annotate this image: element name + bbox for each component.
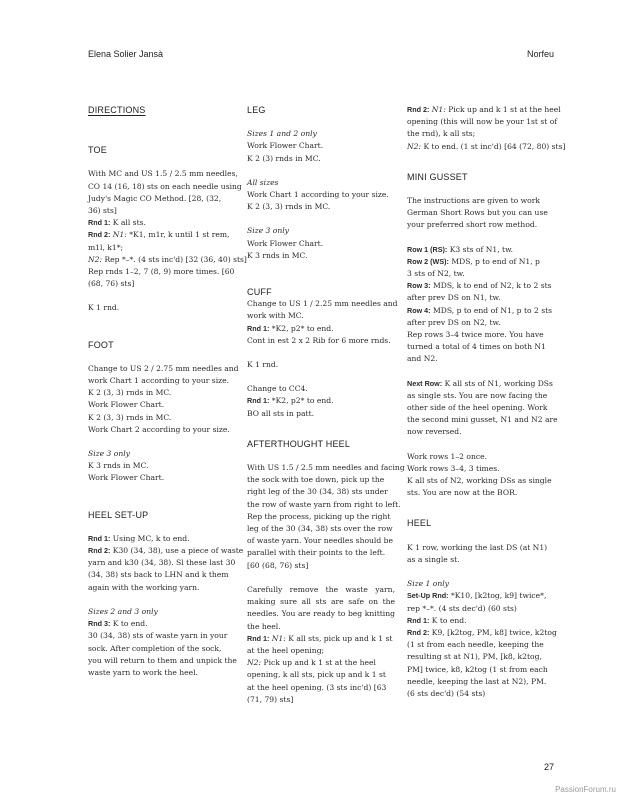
afterthought-n2 (247, 657, 395, 669)
heel-setup-instructions (88, 533, 244, 594)
row-text: K30 (34, 38), use a piece of waste (112, 546, 244, 556)
text-line: 36) sts] (88, 206, 117, 216)
text-line: Work rows 3–4, 3 times. (407, 463, 500, 473)
gusset-row-2 (407, 256, 557, 268)
text-line: The instructions are given to work (407, 196, 540, 206)
afterthought-pickup (247, 462, 405, 572)
watermark: PassionForum.ru (555, 785, 616, 794)
leg-size-3 (247, 225, 395, 262)
row-label: Rnd 1: (247, 396, 270, 406)
heel-setup-rnd-2 (88, 545, 244, 557)
foot-heading: FOOT (88, 339, 114, 350)
text-line: as single sts. You are now facing the (407, 390, 548, 400)
row-text: K9, [k2tog, PM, k8] twice, k2tog (431, 627, 557, 637)
text-line: at the heel opening; (247, 645, 325, 655)
needle-label: N1: (431, 105, 446, 114)
row-label: Rnd 1: (88, 533, 111, 543)
cuff-instructions (247, 298, 398, 347)
directions-heading: DIRECTIONS (88, 105, 146, 115)
text-line: Change to US 2 / 2.75 mm needles and (88, 363, 239, 373)
row-text: K to end. (1 st inc'd) [64 (72, 80) sts] (423, 141, 566, 151)
text-line: 3 sts of N2, tw. (407, 269, 465, 279)
cuff-rnd-1 (247, 323, 395, 335)
text-line: the heel. (247, 621, 281, 631)
text-line: PM] twice, k8, k2tog (1 st from each (407, 664, 548, 674)
column-2 (247, 104, 405, 718)
text-line: Work Flower Chart. (247, 141, 324, 151)
text-line: (1 st from each needle, keeping the (407, 640, 544, 650)
text-line: Carefully remove the waste yarn, (247, 584, 395, 594)
row-text: K to end. (112, 619, 148, 629)
row-text: *K10, [k2tog, k9] twice*, (450, 591, 547, 601)
mini-gusset-work (407, 451, 557, 500)
row-text: K to end. (431, 615, 467, 625)
needle-label: N1: (271, 633, 286, 643)
text-line: the rnd), k all sts; (407, 129, 476, 139)
text-line: BO all sts in patt. (247, 408, 315, 418)
row-label: Row 1 (RS): (407, 244, 448, 254)
text-line: K 1 rnd. (247, 360, 279, 370)
text-line: after prev DS on N1, tw. (407, 293, 501, 303)
heel-size-1 (407, 578, 557, 700)
mini-gusset-intro (407, 195, 557, 232)
text-line: of waste yarn. Your needles should be (247, 536, 393, 546)
size-note: All sizes (247, 177, 279, 187)
text-line: Work Flower Chart. (247, 238, 324, 248)
mini-gusset-next-row (407, 378, 557, 439)
text-line: waste yarn to work the heel. (88, 667, 198, 677)
row-text: MDS, p to end of N1, p (451, 256, 540, 266)
text-line: (6 sts dec'd) (54 sts) (407, 688, 486, 698)
text-line: With US 1.5 / 2.5 mm needles and facing (247, 463, 405, 473)
row-text: K all sts of N1, working DSs (444, 378, 553, 388)
text-line: and N2. (407, 354, 438, 364)
leg-heading: LEG (247, 105, 266, 115)
text-line: other side of the heel opening. Work (407, 403, 548, 413)
text-line: needle, keeping the last at N2), PM. (407, 676, 547, 686)
afterthought-rnd-1 (247, 633, 395, 645)
heel-rnd-2 (407, 104, 566, 153)
row-text: Rep *–*. (4 sts inc'd) [32 (36, 40) sts] (104, 254, 247, 264)
text-line: you will return to them and unpick the (88, 655, 237, 665)
leg-sizes-1-2 (247, 128, 395, 165)
toe-instructions (88, 168, 247, 290)
gusset-row-1 (407, 244, 557, 256)
heel-rnd-1 (407, 615, 557, 627)
text-line: sock. After completion of the sock, (88, 643, 222, 653)
text-line: turned a total of 4 times on both N1 (407, 342, 546, 352)
row-label: Rnd 2: (88, 230, 111, 240)
toe-rnd-2 (88, 229, 236, 241)
row-text: Pick up and k 1 st at the heel (263, 658, 376, 668)
text-line: Work Flower Chart. (88, 473, 165, 483)
text-line: (68, 76) sts] (88, 279, 135, 289)
column-1 (88, 104, 247, 691)
mini-gusset-rows (407, 244, 557, 366)
text-line: making sure all sts are safe on the (247, 597, 395, 607)
header-title: Norfeu (526, 49, 554, 59)
heel-setup-rnd-3 (88, 618, 236, 630)
row-label: Row 3: (407, 281, 431, 291)
text-line: your preferred short row method. (407, 220, 538, 230)
needle-label: N2: (88, 254, 103, 264)
text-line: K all sts of N2, working DSs as single (407, 476, 552, 486)
header-author: Elena Solier Jansà (88, 49, 164, 59)
rnd-2-line (407, 104, 561, 116)
row-label: Row 4: (407, 305, 431, 315)
gusset-next-row (407, 378, 557, 390)
text-line: Work Chart 2 according to your size. (88, 424, 230, 434)
size-note: Size 3 only (88, 449, 130, 459)
text-line: m1l, k1*; (88, 242, 124, 252)
text-line: K 2 (3, 3) rnds in MC. (247, 202, 331, 212)
mini-gusset-heading: MINI GUSSET (407, 171, 468, 182)
text-line: opening (this will now be your 1st st of (407, 117, 558, 127)
text-line: rep *–*. (4 sts dec'd) (60 sts) (407, 603, 517, 613)
text-line: now reversed. (407, 427, 462, 437)
heel-setup-heading: HEEL SET-UP (88, 509, 149, 520)
leg-all-sizes (247, 177, 395, 214)
text-line: German Short Rows but you can use (407, 208, 548, 218)
text-line: K 2 (3, 3) rnds in MC. (88, 388, 172, 398)
row-label: Rnd 1: (247, 633, 270, 643)
row-label: Rnd 2: (407, 627, 430, 637)
text-line: resulting st at N1), PM, [k8, k2tog, (407, 652, 542, 662)
text-line: work Chart 1 according to your size. (88, 376, 230, 386)
cuff-heading: CUFF (247, 287, 272, 298)
size-note: Sizes 1 and 2 only (247, 129, 317, 139)
cuff-knit-round (247, 359, 395, 371)
text-line: (71, 79) sts] (247, 694, 294, 704)
text-line: CO 14 (16, 18) sts on each needle using (88, 181, 242, 191)
rnd-2-n2 (407, 141, 566, 153)
row-label: Rnd 1: (247, 323, 270, 333)
gusset-row-3 (407, 280, 557, 292)
row-text: *K1, m1r, k until 1 st rem, (129, 230, 230, 240)
toe-heading: TOE (88, 145, 107, 156)
row-label: Row 2 (WS): (407, 256, 449, 266)
text-line: Work Chart 1 according to your size. (247, 190, 389, 200)
needle-label: N2: (247, 658, 262, 668)
heel-heading: HEEL (407, 518, 432, 529)
row-label: Rnd 2: (88, 546, 111, 556)
column-3 (407, 104, 566, 712)
gusset-row-4 (407, 305, 557, 317)
row-text: MDS, k to end of N2, k to 2 sts (432, 281, 552, 291)
text-line: opening, k all sts, pick up and k 1 st (247, 670, 386, 680)
heel-setup-sizes-2-3 (88, 606, 236, 679)
row-text: K all sts. (112, 218, 146, 228)
text-line: Rep the process, picking up the right (247, 511, 391, 521)
cuff-bind-off (247, 383, 395, 420)
row-label: Next Row: (407, 378, 443, 388)
row-text: Using MC, k to end. (112, 533, 190, 543)
row-label: Rnd 1: (407, 615, 430, 625)
row-label: Rnd 2: (407, 105, 430, 114)
needle-label: N1: (112, 230, 127, 240)
text-line: Judy's Magic CO Method. [28, (32, (88, 193, 222, 203)
foot-instructions (88, 363, 239, 436)
afterthought-heel-heading: AFTERTHOUGHT HEEL (247, 438, 351, 449)
size-note: Size 1 only (407, 579, 449, 589)
heel-rnd-2-size-1 (407, 627, 557, 639)
text-line: K 2 (3) rnds in MC. (247, 153, 321, 163)
text-line: the sock with toe down, pick up the (247, 475, 385, 485)
text-line: needles. You are ready to beg knitting (247, 609, 395, 619)
toe-n2 (88, 254, 247, 266)
text-line: work with MC. (247, 311, 304, 321)
text-line: leg of the 30 (34, 38) sts over the row (247, 524, 393, 534)
text-line: as a single st. (407, 554, 460, 564)
text-line: at the heel opening. (3 sts inc'd) [63 (247, 682, 387, 692)
text-line: K 1 row, working the last DS (at N1) (407, 542, 548, 552)
row-text: Pick up and k 1 st at the heel (448, 105, 561, 114)
text-line: K 1 rnd. (88, 303, 120, 313)
cuff-rnd-1b (247, 395, 395, 407)
text-line: (34, 38) sts back to LHN and k them (88, 570, 229, 580)
text-line: [60 (68, 76) sts] (247, 560, 309, 570)
text-line: K 3 rnds in MC. (88, 461, 149, 471)
row-text: *K2, p2* to end. (271, 323, 334, 333)
text-line: With MC and US 1.5 / 2.5 mm needles, (88, 169, 238, 179)
text-line: K 2 (3, 3) rnds in MC. (88, 412, 172, 422)
text-line: after prev DS on N2, tw. (407, 317, 501, 327)
row-text: K3 sts of N1, tw. (449, 244, 514, 254)
row-text: MDS, p to end of N1, p to 2 sts (432, 305, 553, 315)
page-number: 27 (543, 762, 554, 772)
heel-intro (407, 542, 557, 566)
text-line: Work rows 1–2 once. (407, 451, 488, 461)
text-line: parallel with their points to the left. (247, 548, 386, 558)
text-line: Change to US 1 / 2.25 mm needles and (247, 299, 398, 309)
text-line: 30 (34, 38) sts of waste yarn in your (88, 631, 228, 641)
toe-knit-round (88, 302, 236, 314)
text-line: right leg of the 30 (34, 38) sts under (247, 487, 388, 497)
text-line: Rep rnds 1–2, 7 (8, 9) more times. [60 (88, 267, 235, 277)
row-text: *K2, p2* to end. (271, 396, 334, 406)
text-line: the row of waste yarn from right to left. (247, 499, 401, 509)
heel-setup-rnd-1 (88, 533, 236, 545)
row-text: K all sts, pick up and k 1 st (288, 633, 393, 643)
text-line: again with the working yarn. (88, 582, 200, 592)
needle-label: N2: (407, 141, 422, 151)
toe-rnd-1 (88, 217, 236, 229)
row-label: Rnd 1: (88, 218, 111, 228)
text-line: Change to CC4. (247, 384, 308, 394)
afterthought-rounds (247, 584, 395, 706)
text-line: the second mini gusset, N1 and N2 are (407, 415, 558, 425)
text-line: K 3 rnds in MC. (247, 250, 308, 260)
size-note: Size 3 only (247, 226, 289, 236)
text-line: Work Flower Chart. (88, 400, 165, 410)
heel-setup-round (407, 590, 557, 602)
text-line: Cont in est 2 x 2 Rib for 6 more rnds. (247, 335, 391, 345)
row-label: Set-Up Rnd: (407, 591, 449, 601)
row-label: Rnd 3: (88, 619, 111, 629)
foot-size-3 (88, 448, 236, 485)
text-line: sts. You are now at the BOR. (407, 488, 518, 498)
text-line: Rep rows 3–4 twice more. You have (407, 330, 544, 340)
size-note: Sizes 2 and 3 only (88, 606, 158, 616)
text-line: yarn and k30 (34, 38). Sl these last 30 (88, 558, 236, 568)
